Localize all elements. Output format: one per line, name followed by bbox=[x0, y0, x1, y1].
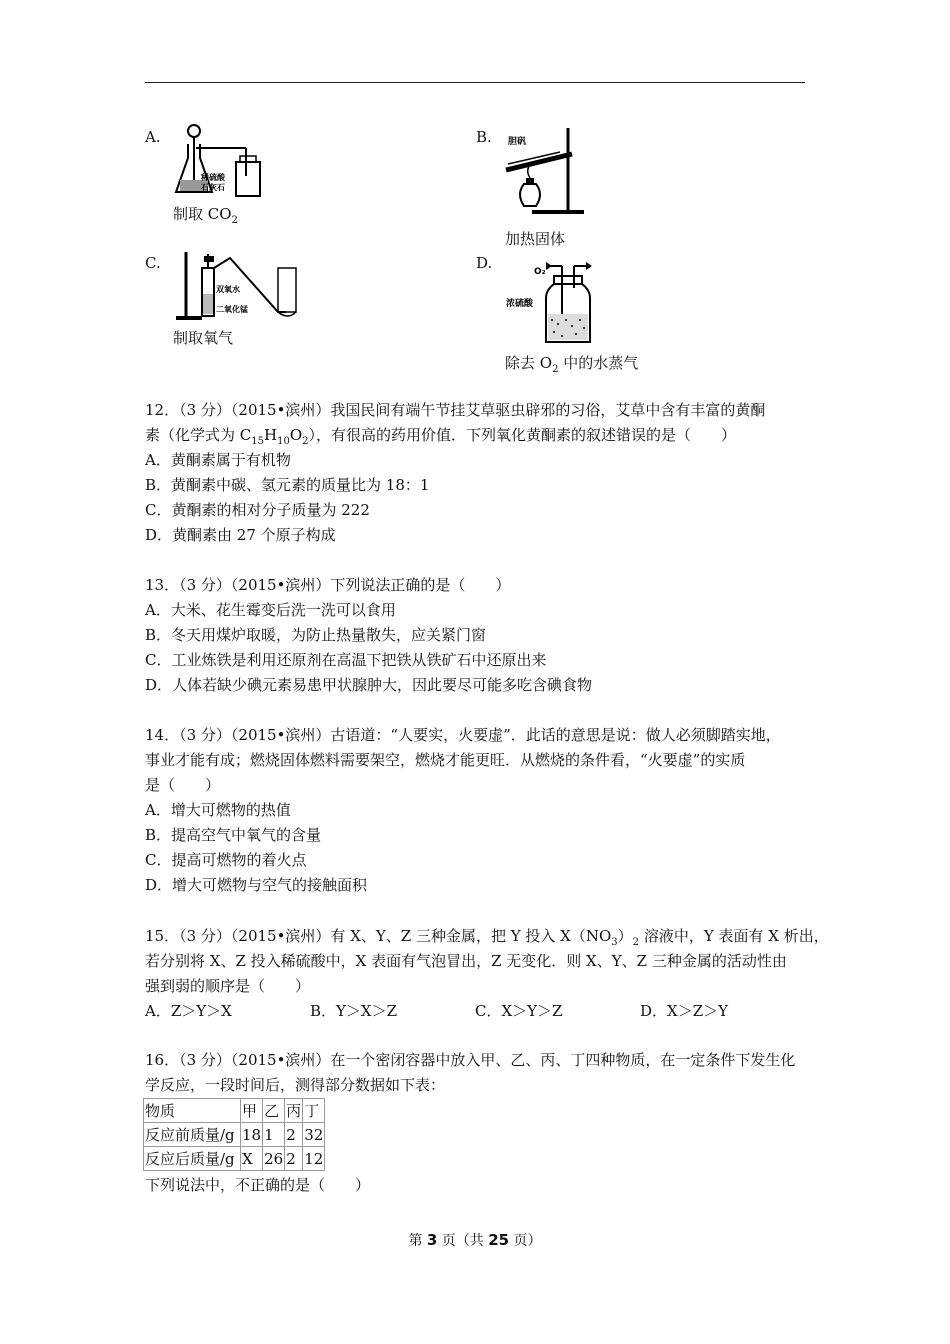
question-14 bbox=[145, 723, 807, 898]
question-12-option-b: B．黄酮素中碳、氢元素的质量比为 18：1 bbox=[145, 476, 430, 494]
figure-c-apparatus bbox=[170, 250, 302, 322]
table-header-row bbox=[144, 1099, 325, 1123]
question-13-option-a: A．大米、花生霉变后洗一洗可以食用 bbox=[145, 601, 396, 619]
question-16-stem-line1: 16．（3 分）（2015•滨州）在一个密闭容器中放入甲、乙、丙、丁四种物质，在一定条件下发生化 bbox=[145, 1051, 796, 1069]
table-header-cell: 丁 bbox=[303, 1099, 325, 1123]
question-14-option-b: B．提高空气中氧气的含量 bbox=[145, 826, 322, 844]
header-rule bbox=[145, 82, 805, 83]
question-15-stem-line2: 若分别将 X、Z 投入稀硫酸中，X 表面有气泡冒出，Z 无变化．则 X、Y、Z 三种金属的活动性由 bbox=[145, 952, 787, 970]
question-14-option-d: D．增大可燃物与空气的接触面积 bbox=[145, 876, 368, 894]
figure-c-label-mno2: 二氧化锰 bbox=[216, 305, 248, 314]
question-14-stem-line3: 是（ ） bbox=[145, 776, 221, 794]
question-14-option-a: A．增大可燃物的热值 bbox=[145, 801, 291, 819]
table-header-cell: 乙 bbox=[263, 1099, 285, 1123]
question-14-stem-line1: 14．（3 分）（2015•滨州）古语道：“人要实，火要虚”．此话的意思是说：做人必须脚踏实地， bbox=[145, 726, 781, 744]
figure-c-letter: C. bbox=[145, 254, 161, 272]
question-15-option-a: A．Z＞Y＞X bbox=[145, 1002, 232, 1020]
question-15 bbox=[145, 924, 829, 1024]
question-16 bbox=[145, 1048, 807, 1098]
question-13-option-b: B．冬天用煤炉取暖，为防止热量散失，应关紧门窗 bbox=[145, 626, 487, 644]
figure-a-letter: A. bbox=[145, 128, 161, 146]
question-12 bbox=[145, 398, 807, 548]
figure-d-label-o2: O₂ bbox=[534, 267, 546, 277]
table-cell: X bbox=[241, 1147, 263, 1171]
table-header-cell: 物质 bbox=[144, 1099, 241, 1123]
figure-d-caption: 除去 $O_2$ 中的水蒸气 bbox=[505, 354, 639, 375]
question-12-option-c: C．黄酮素的相对分子质量为 222 bbox=[145, 501, 370, 519]
question-15-option-c: C．X＞Y＞Z bbox=[475, 1002, 563, 1020]
table-header-cell: 甲 bbox=[241, 1099, 263, 1123]
question-16-followup bbox=[145, 1173, 807, 1198]
question-12-option-d: D．黄酮素由 27 个原子构成 bbox=[145, 526, 336, 544]
figure-c-caption: 制取氧气 bbox=[173, 329, 234, 347]
figure-a-label-limestone: 石灰石 bbox=[201, 183, 225, 192]
figure-a-label-acid: 稀硫酸 bbox=[201, 173, 225, 182]
table-cell: 18 bbox=[241, 1123, 263, 1147]
figure-b-letter: B. bbox=[476, 128, 492, 146]
table-cell: 2 bbox=[285, 1123, 303, 1147]
page-footer: 第 3 页（共 25 页） bbox=[408, 1231, 542, 1249]
figure-b-apparatus bbox=[502, 122, 594, 218]
figure-b-caption: 加热固体 bbox=[505, 230, 566, 248]
question-15-options bbox=[145, 999, 807, 1024]
question-13-stem: 13．（3 分）（2015•滨州）下列说法正确的是（ ） bbox=[145, 576, 511, 594]
table-row bbox=[144, 1123, 325, 1147]
table-cell: 1 bbox=[263, 1123, 285, 1147]
question-16-data-table bbox=[143, 1098, 325, 1171]
figure-a-caption: 制取 $CO_2$ bbox=[173, 205, 238, 226]
question-16-stem-line2: 学反应，一段时间后，测得部分数据如下表： bbox=[145, 1076, 446, 1094]
question-13-option-c: C．工业炼铁是利用还原剂在高温下把铁从铁矿石中还原出来 bbox=[145, 651, 547, 669]
page-number: 3 bbox=[426, 1231, 438, 1249]
figure-d-label-sulfuric: 浓硫酸 bbox=[506, 299, 534, 309]
question-15-option-b: B．Y＞X＞Z bbox=[310, 1002, 398, 1020]
table-cell: 2 bbox=[285, 1147, 303, 1171]
page-total: 25 bbox=[488, 1231, 510, 1249]
question-12-stem-line2: 素（化学式为 $C_{15}H_{10}O_2$），有很高的药用价值．下列氧化黄酮素的叙述错误的是（ ） bbox=[145, 426, 737, 447]
figure-a-apparatus bbox=[170, 118, 270, 200]
figure-c-label-peroxide: 双氧水 bbox=[216, 285, 240, 294]
question-12-stem-line1: 12．（3 分）（2015•滨州）我国民间有端午节挂艾草驱虫辟邪的习俗，艾草中含有丰富的黄酮 bbox=[145, 401, 766, 419]
question-15-option-d: D．X＞Z＞Y bbox=[640, 1002, 729, 1020]
table-cell: 26 bbox=[263, 1147, 285, 1171]
question-14-option-c: C．提高可燃物的着火点 bbox=[145, 851, 307, 869]
figure-d-letter: D. bbox=[476, 254, 493, 272]
table-cell: 反应前质量/g bbox=[144, 1123, 241, 1147]
question-13 bbox=[145, 573, 807, 698]
question-14-stem-line2: 事业才能有成；燃烧固体燃料需要架空，燃烧才能更旺．从燃烧的条件看，“火要虚”的实质 bbox=[145, 751, 746, 769]
question-15-stem-line1: 15．（3 分）（2015•滨州）有 X、Y、Z 三种金属，把 Y 投入 $X(NO_3)_2$ 溶液中，Y 表面有 X 析出， bbox=[145, 927, 829, 948]
question-12-option-a: A．黄酮素属于有机物 bbox=[145, 451, 291, 469]
table-cell: 12 bbox=[303, 1147, 325, 1171]
figure-b-label-bluevitriol: 胆矾 bbox=[508, 137, 527, 147]
question-13-option-d: D．人体若缺少碘元素易患甲状腺肿大，因此要尽可能多吃含碘食物 bbox=[145, 676, 593, 694]
figure-d-apparatus bbox=[502, 254, 612, 346]
question-16-followup-text: 下列说法中，不正确的是（ ） bbox=[145, 1176, 371, 1194]
table-row bbox=[144, 1147, 325, 1171]
table-header-cell: 丙 bbox=[285, 1099, 303, 1123]
question-15-stem-line3: 强到弱的顺序是（ ） bbox=[145, 977, 311, 995]
table-cell: 反应后质量/g bbox=[144, 1147, 241, 1171]
table-cell: 32 bbox=[303, 1123, 325, 1147]
